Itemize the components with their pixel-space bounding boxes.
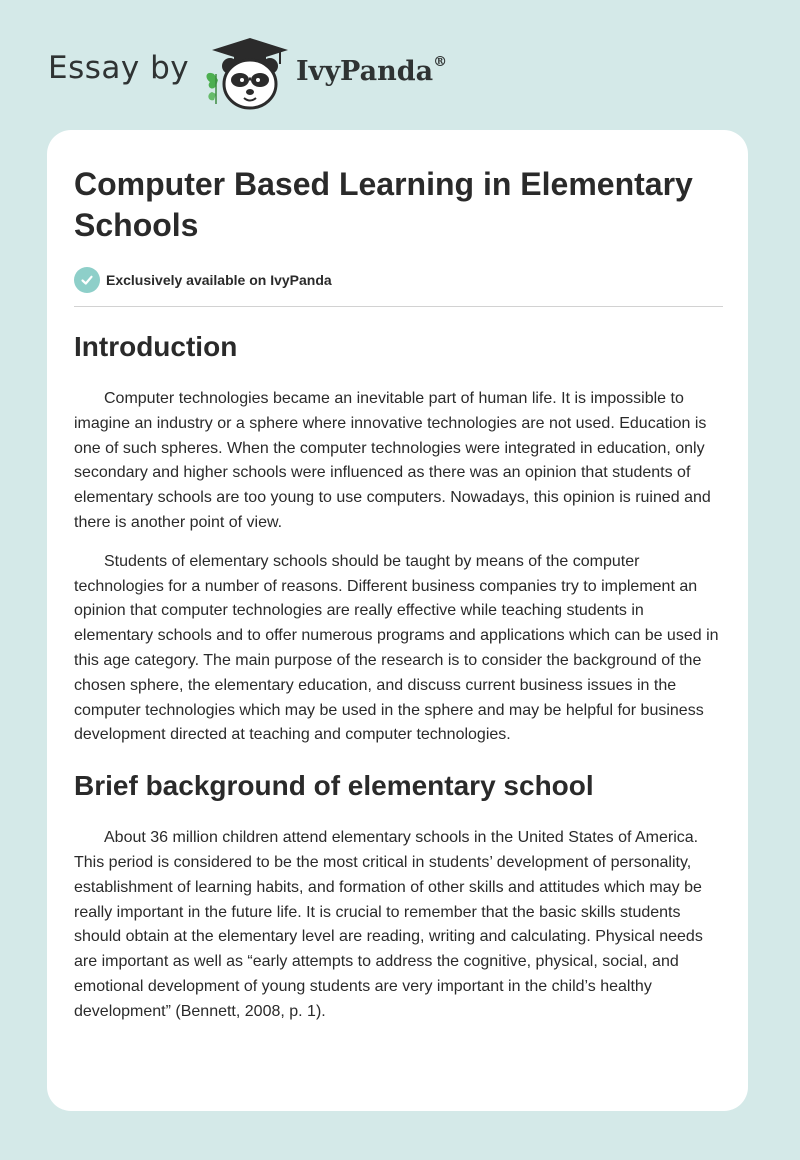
brand-name[interactable] [296, 56, 447, 87]
exclusive-badge [74, 266, 723, 294]
check-icon [74, 267, 100, 293]
site-header [0, 0, 800, 128]
paragraph: About 36 million children attend elementary schools in the United States of America. This period is considered to be the most critical in students’ development of personality, establishment of learning habits, and formation of other skills and attitudes which may be really important in the future life. It is crucial to remember that the basic skills students should obtain at the elementary level are reading, writing and calculating. Physical needs are important as well as “early attempts to address the cognitive, physical, social, and emotional development of young students are very important in the child’s healthy development” (Bennett, 2008, p. 1). [74, 829, 703, 1020]
article-title: Computer Based Learning in Elementary Schools [74, 166, 693, 243]
divider [74, 306, 723, 307]
paragraph: Computer technologies became an inevitable part of human life. It is impossible to imagine an industry or a sphere where innovative technologies are not used. Education is one of such spheres. When the computer technologies were integrated in education, only secondary and higher schools were influenced as there was an opinion that students of elementary schools are too young to use computers. Nowadays, this opinion is ruined and there is another point of view. [74, 390, 711, 531]
paragraph: Students of elementary schools should be taught by means of the computer technologies for a number of reasons. Different business companies try to implement an opinion that computer technologies are really effective while teaching students in elementary schools and to offer numerous programs and applications which can be used in this age category. The main purpose of the research is to consider the background of the chosen sphere, the elementary education, and discuss current business issues in the computer technologies which may be used in the sphere and may be helpful for business development directed at teaching and computer technologies. [74, 552, 719, 744]
section-heading-background: Brief background of elementary school [74, 770, 594, 802]
article-body [74, 164, 723, 1025]
brand-text: IvyPanda [296, 56, 434, 87]
article-card [47, 130, 748, 1111]
exclusive-label: Exclusively available on IvyPanda [106, 272, 332, 288]
panda-logo-icon[interactable] [200, 34, 292, 110]
section-heading-introduction: Introduction [74, 331, 238, 362]
registered-mark: ® [433, 54, 448, 70]
essay-by-label: Essay by [48, 50, 190, 86]
